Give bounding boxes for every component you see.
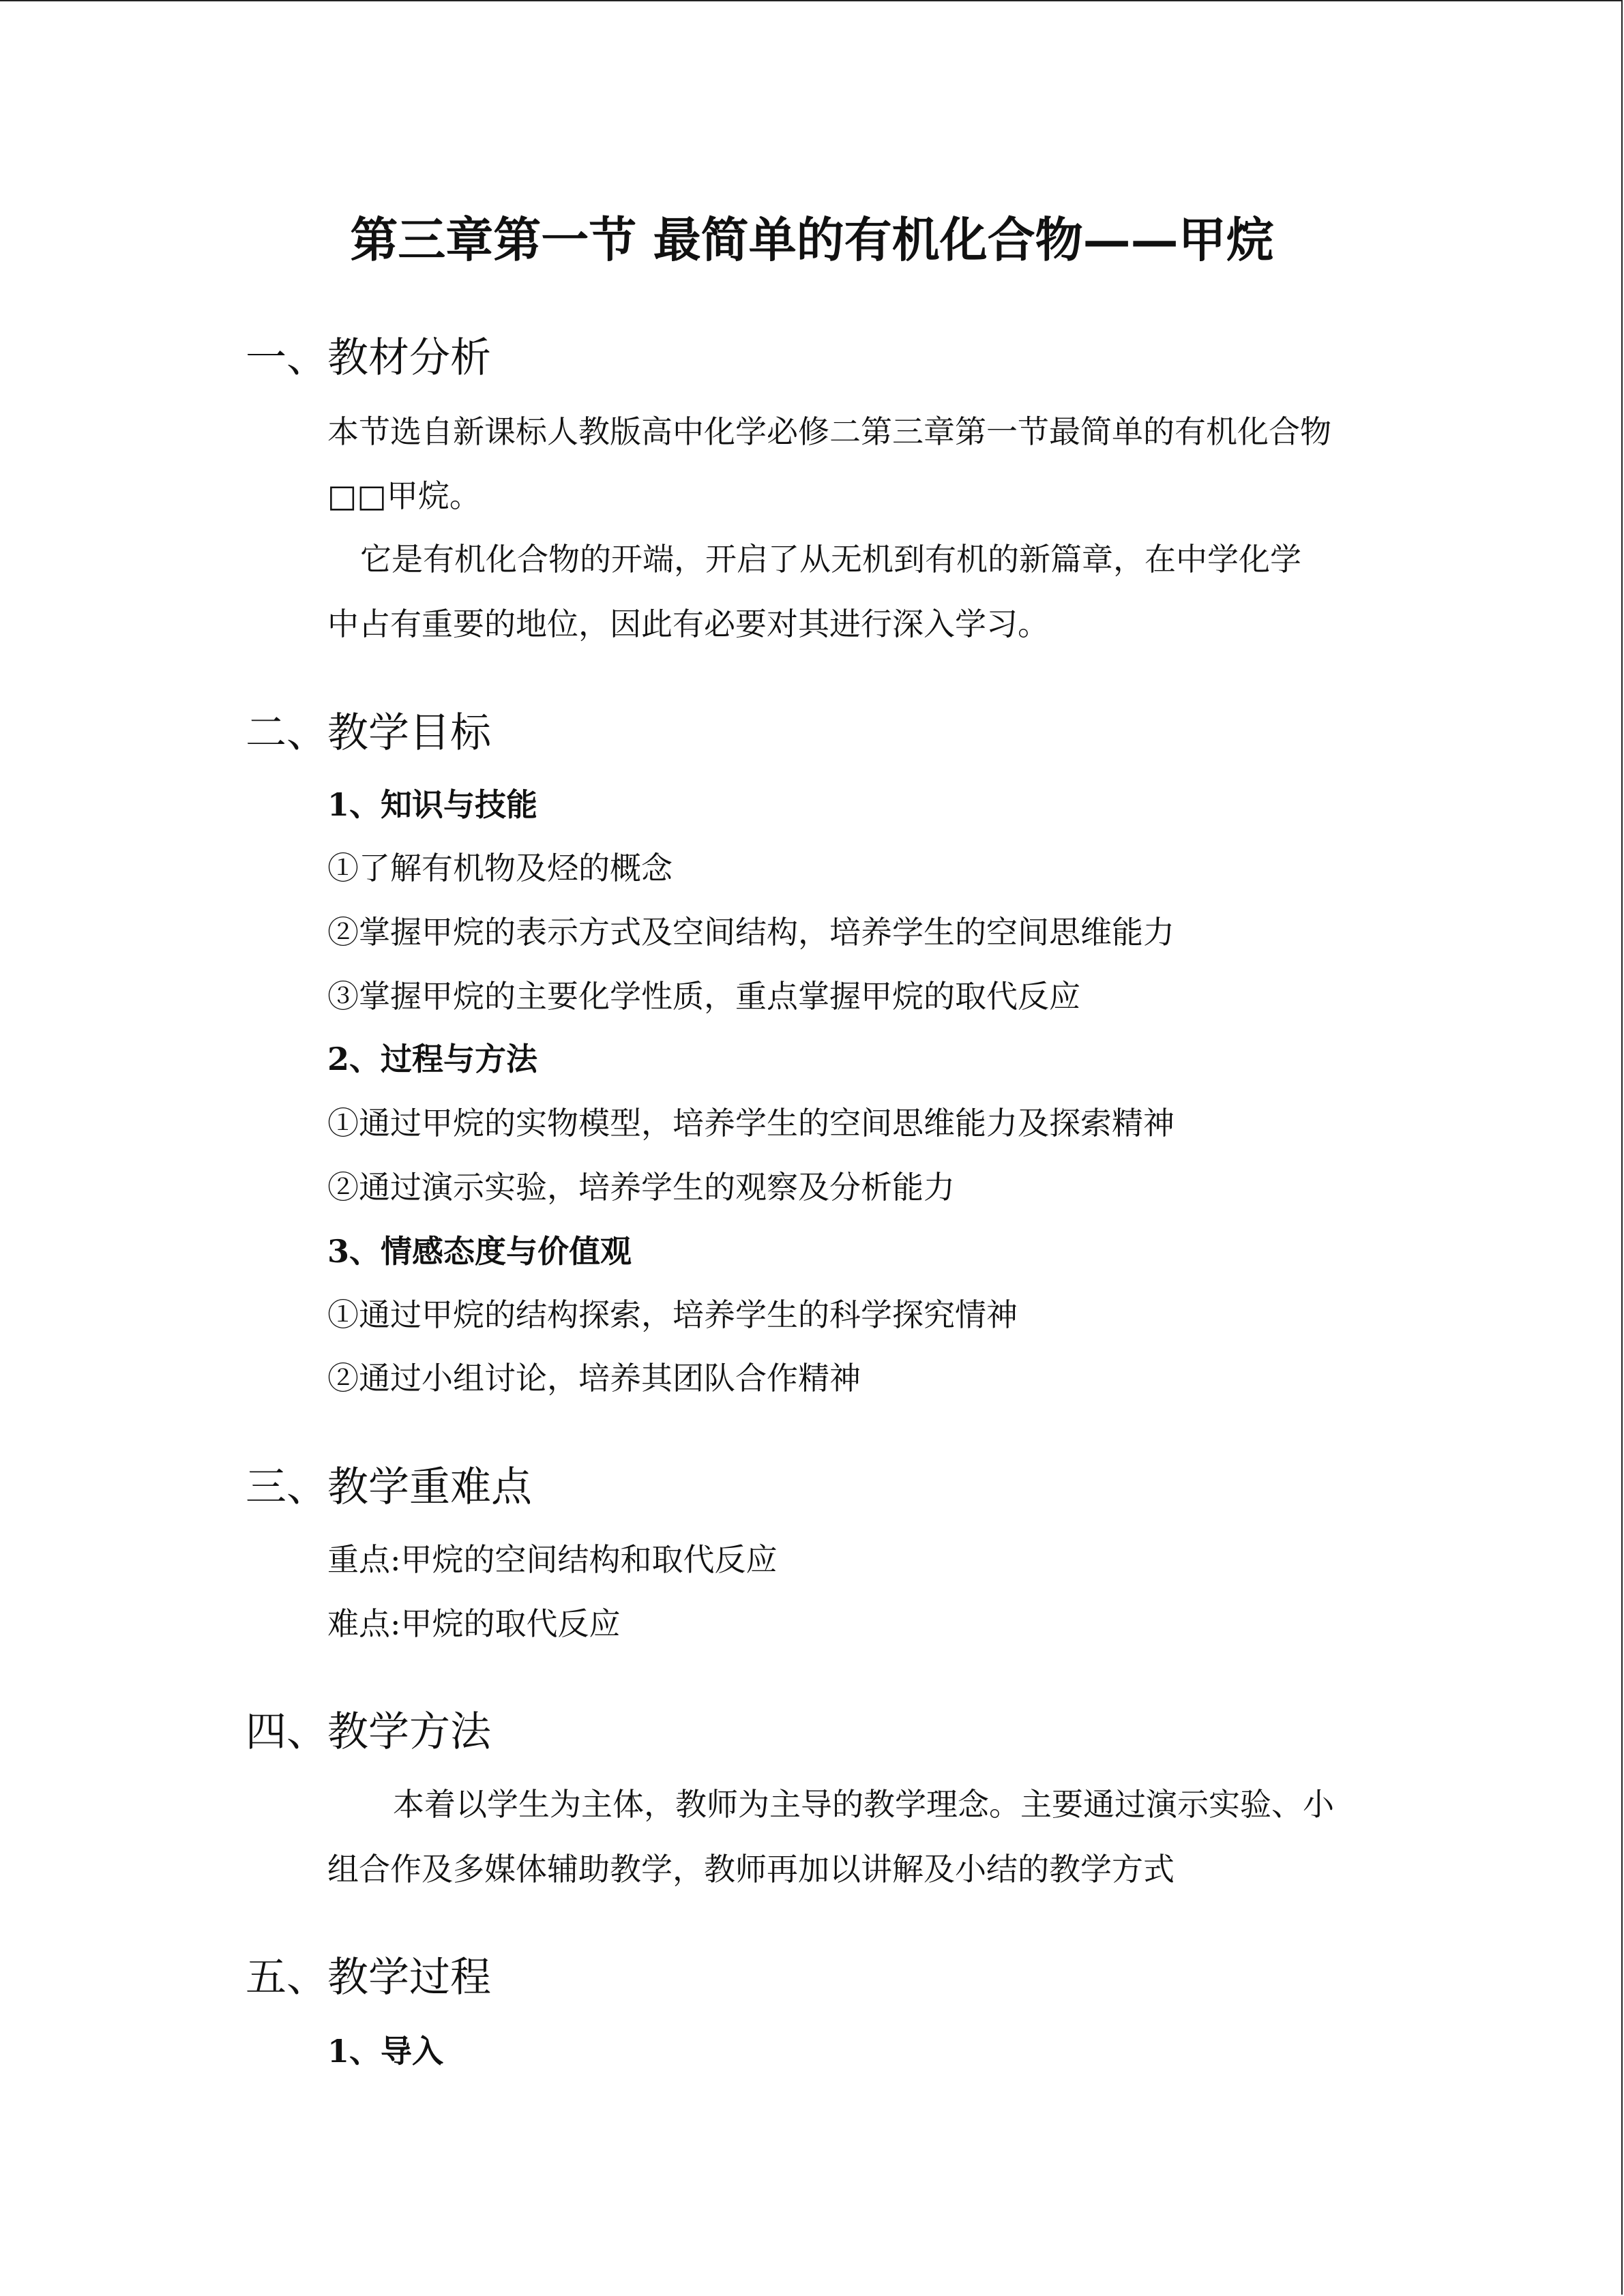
sub-heading-knowledge-skills: 1、知识与技能 [327, 786, 538, 823]
section-heading-teaching-methods: 四、教学方法 [246, 1708, 491, 1756]
sub-heading-introduction: 1、导入 [327, 2033, 444, 2070]
list-item: ②掌握甲烷的表示方式及空间结构，培养学生的空间思维能力 [327, 914, 1175, 951]
list-item: ①通过甲烷的实物模型，培养学生的空间思维能力及探索精神 [327, 1105, 1175, 1142]
paragraph-line: 重点:甲烷的空间结构和取代反应 [327, 1541, 778, 1578]
paragraph-line: 本节选自新课标人教版高中化学必修二第三章第一节最简单的有机化合物 [327, 413, 1331, 450]
list-item: ①通过甲烷的结构探索，培养学生的科学探究情神 [327, 1296, 1018, 1333]
paragraph-line: □□甲烷。 [327, 477, 481, 514]
paragraph-line: 本着以学生为主体，教师为主导的教学理念。主要通过演示实验、小 [393, 1786, 1334, 1823]
list-item: ①了解有机物及烃的概念 [327, 850, 673, 886]
paragraph-line: 难点:甲烷的取代反应 [327, 1605, 621, 1642]
list-item: ②通过小组讨论，培养其团队合作精神 [327, 1360, 861, 1397]
paragraph-line: 组合作及多媒体辅助教学，教师再加以讲解及小结的教学方式 [327, 1851, 1175, 1888]
section-heading-key-difficulties: 三、教学重难点 [246, 1463, 532, 1511]
sub-heading-attitude-values: 3、情感态度与价值观 [327, 1233, 632, 1270]
paragraph-line: 它是有机化合物的开端，开启了从无机到有机的新篇章，在中学化学 [360, 541, 1301, 578]
section-heading-textbook-analysis: 一、教材分析 [246, 334, 491, 382]
list-item: ②通过演示实验，培养学生的观察及分析能力 [327, 1169, 955, 1206]
paragraph-line: 中占有重要的地位，因此有必要对其进行深入学习。 [327, 606, 1049, 642]
section-heading-teaching-goals: 二、教学目标 [246, 709, 491, 757]
sub-heading-process-method: 2、过程与方法 [327, 1041, 538, 1077]
section-heading-teaching-process: 五、教学过程 [246, 1954, 491, 2001]
document-title: 第三章第一节 最简单的有机化合物——甲烷 [350, 211, 1274, 268]
list-item: ③掌握甲烷的主要化学性质，重点掌握甲烷的取代反应 [327, 978, 1080, 1015]
